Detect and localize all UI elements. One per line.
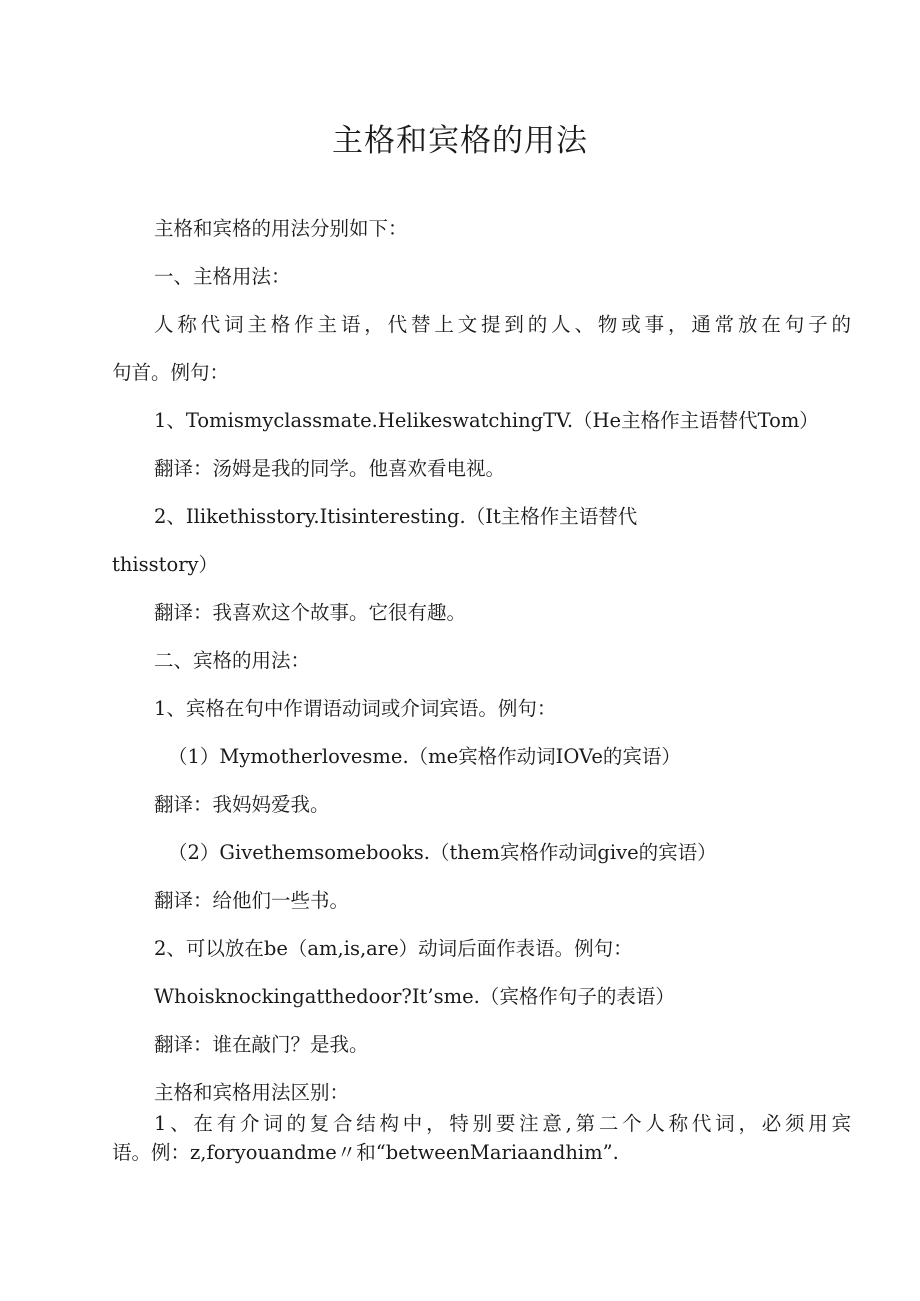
translation-line: 翻译：我喜欢这个故事。它很有趣。	[154, 601, 467, 624]
paragraph-line: 句首。例句：	[112, 361, 230, 384]
translation-line: 翻译：给他们一些书。	[154, 889, 350, 912]
paragraph-line: 人称代词主格作主语，代替上文提到的人、物或事，通常放在句子的	[154, 313, 851, 336]
paragraph-line: 语。例：z,foryouandme〃和“betweenMariaandhim”.	[112, 1141, 619, 1164]
example-sentence: 2、Ilikethisstory.Itisinteresting.（It主格作主语替代	[154, 505, 638, 528]
rule-line: 1、宾格在句中作谓语动词或介词宾语。例句：	[154, 697, 557, 720]
intro-line: 主格和宾格的用法分别如下：	[154, 217, 408, 240]
rule-line: 2、可以放在be（am,is,are）动词后面作表语。例句：	[154, 937, 633, 960]
translation-line: 翻译：汤姆是我的同学。他喜欢看电视。	[154, 457, 506, 480]
example-sentence: Whoisknockingatthedoor?It’sme.（宾格作句子的表语）	[154, 985, 675, 1008]
example-sentence: （2）Givethemsomebooks.（them宾格作动词give的宾语）	[168, 841, 717, 864]
section-heading-difference: 主格和宾格用法区别：	[154, 1081, 350, 1104]
translation-line: 翻译：我妈妈爱我。	[154, 793, 330, 816]
example-sentence-continued: thisstory）	[112, 553, 219, 576]
document-title: 主格和宾格的用法	[332, 123, 588, 159]
example-sentence: 1、Tomismyclassmate.HelikeswatchingTV.（He主格作主语替代Tom）	[154, 409, 819, 432]
translation-line: 翻译：谁在敲门？是我。	[154, 1033, 369, 1056]
example-sentence: （1）Mymotherlovesme.（me宾格作动词IOVe的宾语）	[168, 745, 681, 768]
section-heading-object: 二、宾格的用法：	[154, 649, 311, 672]
paragraph-line: 1、在有介词的复合结构中，特别要注意,第二个人称代词，必须用宾	[154, 1112, 851, 1135]
section-heading-subject: 一、主格用法：	[154, 265, 291, 288]
